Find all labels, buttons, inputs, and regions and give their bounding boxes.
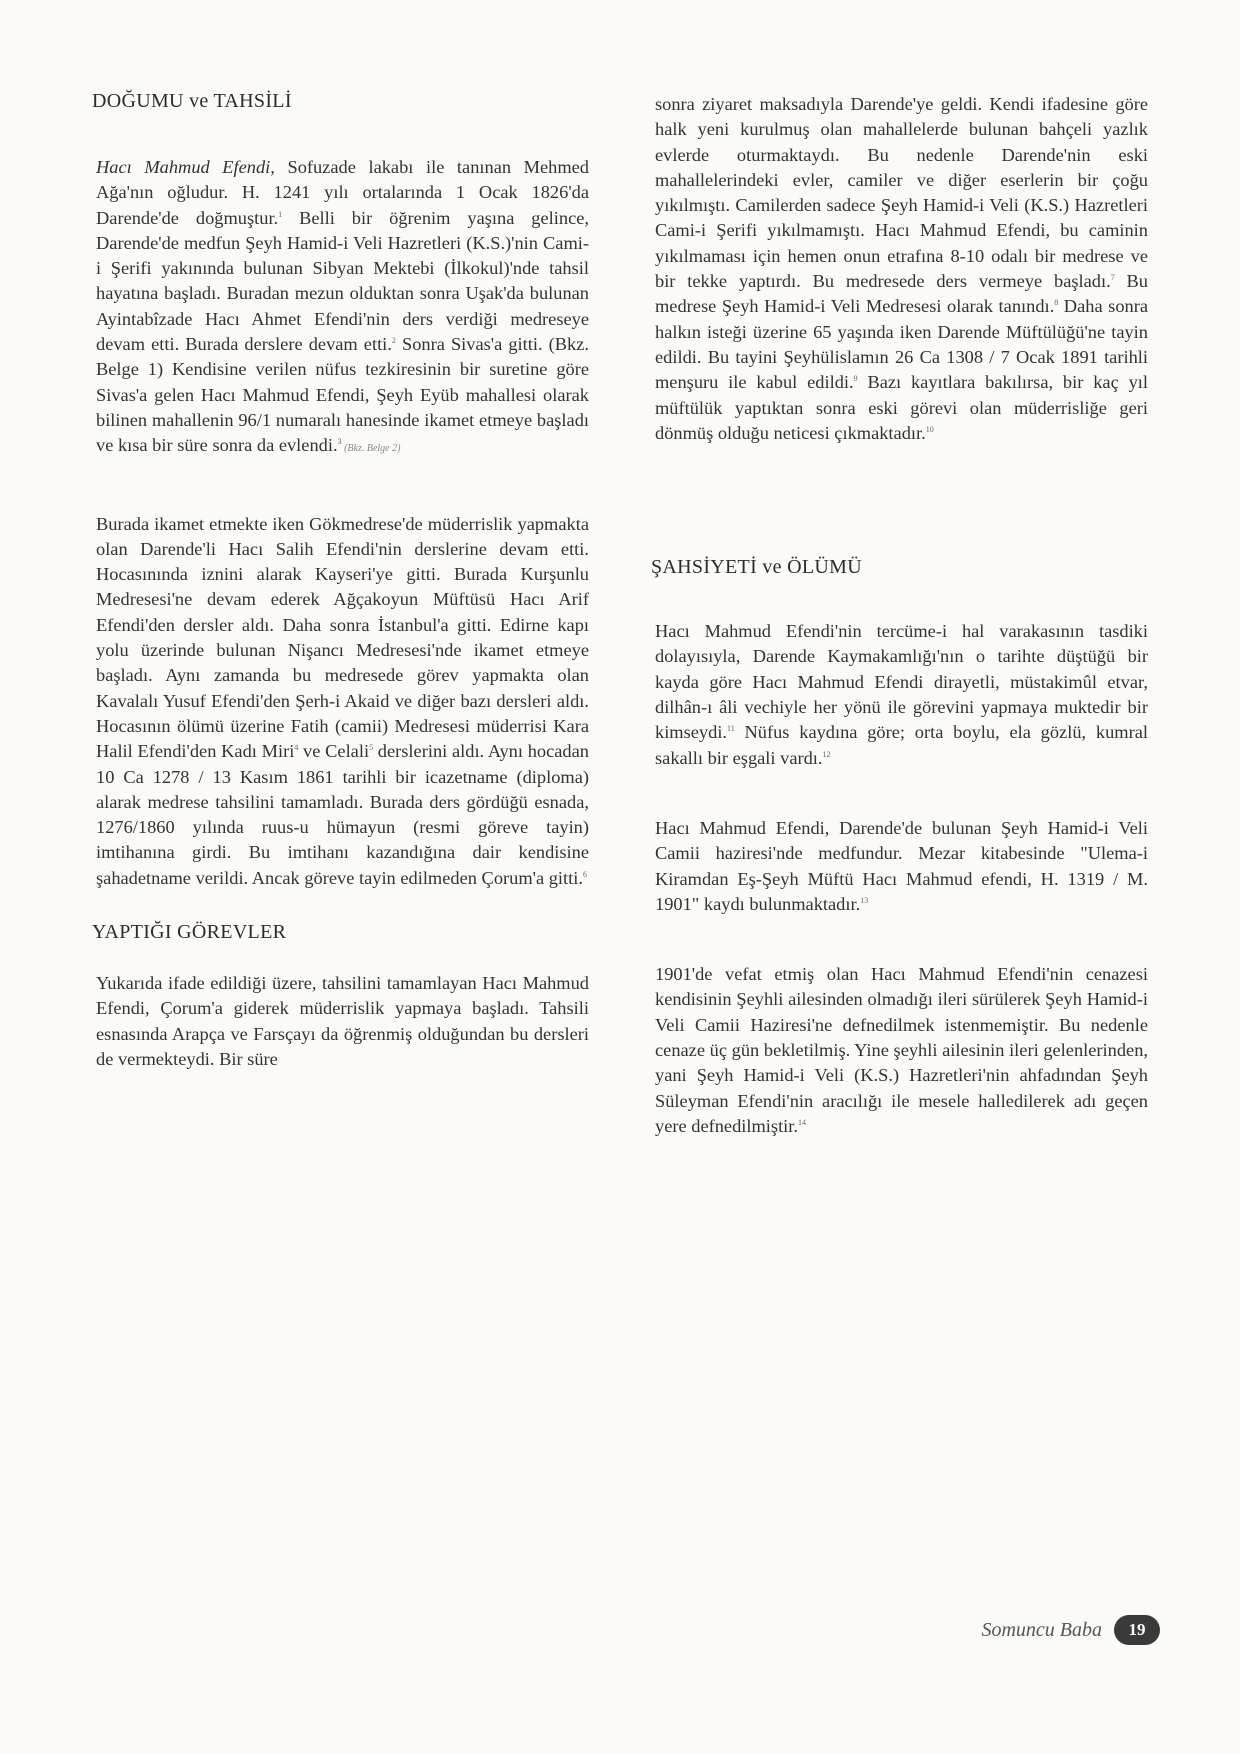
paragraph: [655, 816, 1148, 917]
text: Hacı Mahmud Efendi, Darende'de bulunan Şeyh Hamid-i Veli Camii haziresi'nde medfundur. Mezar kitabesinde "Ulema-i Kiramdan Eş-Şeyh Müftü Hacı Mahmud efendi, H. 1319 / M. 1901" kaydı bulunmaktadır.: [655, 817, 1148, 914]
text: Sonra Sivas'a gitti. (Bkz. Belge 1) Kendisine verilen nüfus tezkiresinin bir suretine göre Sivas'a gelen Hacı Mahmud Efendi, Şeyh Eyüb mahallesi olarak bilinen mahallenin 96/1 numaralı hanesinde ikamet etmeye başladı ve kısa bir süre sonra da evlendi.: [96, 334, 589, 456]
footnote-ref: 11: [727, 724, 735, 734]
text: derslerini aldı. Aynı hocadan 10 Ca 1278 / 13 Kasım 1861 tarihli bir icazetname (diploma) alarak medrese tahsilini tamamladı. Burada ders gördüğü esnada, 1276/1860 yılında ruus-u hümayun (resmi göreve tayin) imtihanına girdi. Bu imtihanı kazandığına dair kendisine şahadetname verildi. Ancak göreve tayin edilmeden Çorum'a gitti.: [96, 741, 589, 888]
page-number-badge: 19: [1114, 1615, 1160, 1645]
text: Nüfus kaydına göre; orta boylu, ela gözlü, kumral sakallı bir eşgali vardı.: [655, 722, 1148, 768]
footnote-ref: 6: [582, 869, 587, 879]
text: Daha sonra halkın isteği üzerine 65 yaşında iken Darende Müftülüğü'ne tayin edildi. Bu tayini Şeyhülislamın 26 Ca 1308 / 7 Ocak 1891 tarihli menşuru ile kabul edildi.: [655, 296, 1148, 393]
person-name: Hacı Mahmud Efendi,: [96, 157, 275, 177]
text: 1901'de vefat etmiş olan Hacı Mahmud Efendi'nin cenazesi kendisinin Şeyhli ailesinden olmadığı ileri sürülerek Şeyh Hamid-i Veli Camii Haziresi'ne defnedilmek istenmemiştir. Bu nedenle cenaze üç gün bekletilmiş. Yine şeyhli ailesinin ileri gelenlerinden, yani Şeyh Hamid-i Veli (K.S.) Hazretleri'nin ahfadından Şeyh Süleyman Efendi'nin aracılığı ile mesele halledilerek adı geçen yere defnedilmiştir.: [655, 964, 1148, 1136]
footnote-ref: 13: [860, 895, 869, 905]
text: Burada ikamet etmekte iken Gökmedrese'de müderrislik yapmakta olan Darende'li Hacı Salih Efendi'nin derslerine devam etti. Hocasınında iznini alarak Kayseri'ye gitti. Burada Kurşunlu Medresesi'ne devam ederek Ağçakoyun Müftüsü Hacı Arif Efendi'den dersler aldı. Daha sonra İstanbul'a gitti. Edirne kapı yolu üzerinde bulunan Nişancı Medresesi'nde ikamet etmeye başladı. Aynı zamanda bu medresede görev yapmakta olan Kavalalı Yusuf Efendi'den Şerh-i Akaid ve diğer bazı dersleri aldı. Hocasının ölümü üzerine Fatih (camii) Medresesi müderrisi Kara Halil Efendi'den Kadı Miri: [96, 513, 589, 762]
section-heading-gorevler: YAPTIĞI GÖREVLER: [92, 921, 287, 944]
text: Belli bir öğrenim yaşına gelince, Darende'de medfun Şeyh Hamid-i Veli Hazretleri (K.S.)'nin Cami-i Şerifi yakınında bulunan Sibyan Mektebi (İlkokul)'nde tahsil hayatına başladı. Buradan mezun olduktan sonra Uşak'da bulunan Ayintabîzade Hacı Ahmet Efendi'nin ders verdiği medreseye devam etti. Burada derslere devam etti.: [96, 207, 590, 355]
section-heading-dogumu: DOĞUMU ve TAHSİLİ: [92, 90, 292, 112]
paragraph: Yukarıda ifade edildiği üzere, tahsilini tamamlayan Hacı Mahmud Efendi, Çorum'a giderek müderrislik yapmaya başladı. Tahsili esnasında Arapça ve Farsçayı da öğrenmiş olduğundan bu dersleri de vermekteydi. Bir süre: [96, 973, 589, 1069]
footnote-ref: 4: [294, 743, 299, 753]
text: Hacı Mahmud Efendi'nin tercüme-i hal varakasının tasdiki dolayısıyla, Darende Kaymakamlığı'nın o tarihte düştüğü bir kayda göre Hacı Mahmud Efendi dirayetli, müstakimûl etvar, dilhân-ı âli vechiyle her yönü ile görevini yapmaya muktedir bir kimseydi.: [655, 621, 1148, 743]
text: Sofuzade lakabı ile tanınan Mehmed Ağa'nın oğludur. H. 1241 yılı ortalarında 1 Ocak 1826'da Darende'de doğmuştur.: [96, 157, 590, 228]
paragraph: [655, 92, 1148, 446]
paragraph: [655, 962, 1148, 1139]
section-heading-sahsiyeti: ŞAHSİYETİ ve ÖLÜMÜ: [651, 556, 862, 579]
paragraph: [96, 512, 589, 891]
footnote-ref: 7: [1110, 272, 1115, 282]
footnote-ref: 10: [925, 424, 934, 434]
left-column: [92, 90, 590, 1072]
text: ve Celali: [298, 741, 370, 762]
page-footer: [940, 1610, 1160, 1650]
footnote-ref: 2: [391, 335, 396, 345]
footnote-ref: 9: [853, 374, 858, 384]
footnote-ref: 1: [278, 209, 283, 219]
footnote-ref: 14: [798, 1117, 806, 1127]
right-column: [651, 92, 1148, 1139]
text: Bazı kayıtlara bakılırsa, bir kaç yıl müftülük yaptıktan sonra eski görevi olan müderrisliğe geri dönmüş olduğu neticesi çıkmaktadır.: [655, 372, 1148, 443]
paragraph: [96, 155, 589, 462]
magazine-name: Somuncu Baba: [981, 1618, 1102, 1641]
footnote-ref: 5: [369, 743, 374, 753]
text: sonra ziyaret maksadıyla Darende'ye geldi. Kendi ifadesine göre halk yeni kurulmuş olan mahallelerde bulunan bahçeli yazlık evlerde oturmaktaydı. Bu nedenle Darende'nin eski mahallelerindeki evler, camiler ve diğer eserlerin bir çoğu yıkılmıştı. Camilerden sadece Şeyh Hamid-i Veli (K.S.) Hazretleri Cami-i Şerifi yıkılmamıştı. Hacı Mahmud Efendi, bu caminin yıkılmaması için hemen onun etrafına 8-10 odalı bir medrese ve bir tekke yaptırdı. Bu medresede ders vermeye başladı.: [655, 94, 1148, 292]
paragraph: [655, 619, 1148, 771]
document-note: (Bkz. Belge 2): [341, 443, 401, 455]
footnote-ref: 8: [1054, 298, 1059, 308]
footnote-ref: 3: [337, 437, 342, 447]
footnote-ref: 12: [822, 749, 831, 759]
text: Bu medrese Şeyh Hamid-i Veli Medresesi olarak tanındı.: [655, 271, 1148, 317]
